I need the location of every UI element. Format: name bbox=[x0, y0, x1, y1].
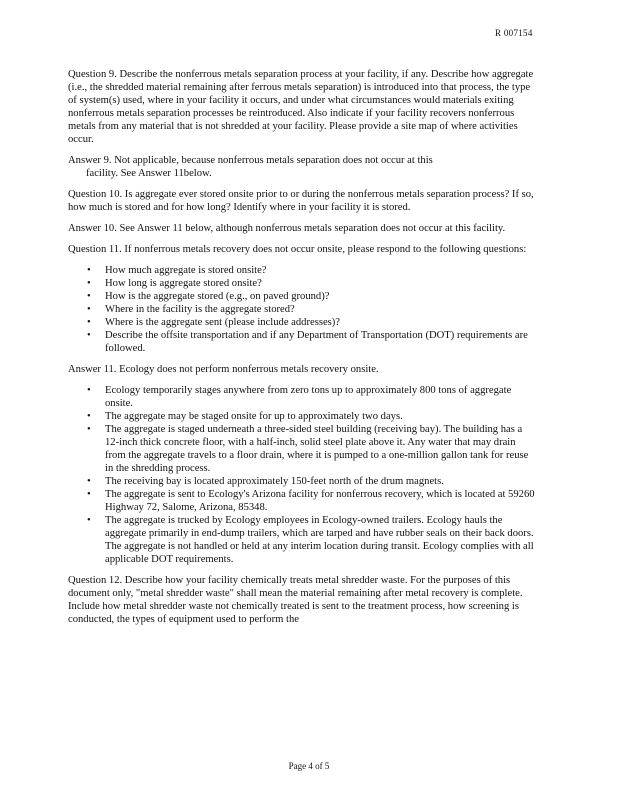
list-item: • The aggregate is sent to Ecology's Arizona facility for nonferrous recovery, which is located at 59260 Highway 72, Salome, Arizona, 85348. bbox=[68, 488, 538, 514]
question-11-list bbox=[68, 264, 538, 355]
list-item: • Ecology temporarily stages anywhere from zero tons up to approximately 800 tons of aggregate onsite. bbox=[68, 384, 538, 410]
question-11: Question 11. If nonferrous metals recovery does not occur onsite, please respond to the following questions: bbox=[68, 244, 527, 255]
answer-10: Answer 10. See Answer 11 below, although nonferrous metals separation does not occur at this facility. bbox=[68, 223, 506, 234]
list-item: • How long is aggregate stored onsite? bbox=[68, 277, 538, 290]
question-12: Question 12. Describe how your facility chemically treats metal shredder waste. For the purposes of this document only, "metal shredder waste" shall mean the material remaining after metal recovery is complete. Include how metal shredder waste not chemically treated is sent to the treatment process, how screening is conducted, the types of equipment used to perform the bbox=[68, 575, 523, 625]
list-item: • Where in the facility is the aggregate stored? bbox=[68, 303, 538, 316]
question-9: Question 9. Describe the nonferrous metals separation process at your facility, if any. Describe how aggregate (i.e., the shredded material remaining after ferrous metals separation) is introduced into that process, the type of system(s) used, where in your facility it occurs, and under what circumstances would materials exiting nonferrous metals separation processes be reintroduced. Also indicate if your facility recovers nonferrous metals from any material that is not shredded at your facility. Please provide a site map of where activities occur. bbox=[68, 69, 534, 145]
question-10: Question 10. Is aggregate ever stored onsite prior to or during the nonferrous metals separation process? If so, how much is stored and for how long? Identify where in your facility it is stored. bbox=[68, 189, 534, 213]
list-item: • The aggregate may be staged onsite for up to approximately two days. bbox=[68, 410, 538, 423]
list-item: • Describe the offsite transportation and if any Department of Transportation (DOT) requirements are followed. bbox=[68, 329, 538, 355]
page-number: Page 4 of 5 bbox=[288, 761, 330, 771]
list-item: • The aggregate is trucked by Ecology employees in Ecology-owned trailers. Ecology hauls the aggregate primarily in end-dump trailers, which are tarped and have rubber seals on their back doors. The aggregate is not handled or held at any interim location during transit. Ecology complies with all applicable DOT requirements. bbox=[68, 514, 538, 566]
document-body bbox=[68, 68, 538, 634]
list-item: • How is the aggregate stored (e.g., on paved ground)? bbox=[68, 290, 538, 303]
list-item: • The aggregate is staged underneath a three-sided steel building (receiving bay). The building has a 12-inch thick concrete floor, with a half-inch, solid steel plate above it. Any water that may drain from the aggregate travels to a floor drain, where it is pumped to a one-million gallon tank for reuse in the shredding process. bbox=[68, 423, 538, 475]
answer-11: Answer 11. Ecology does not perform nonferrous metals recovery onsite. bbox=[68, 364, 379, 375]
list-item: • Where is the aggregate sent (please include addresses)? bbox=[68, 316, 538, 329]
answer-9-line-2: facility. See Answer 11below. bbox=[86, 168, 212, 179]
bates-number: R 007154 bbox=[495, 28, 533, 38]
answer-9-line-1: Answer 9. Not applicable, because nonferrous metals separation does not occur at this bbox=[68, 155, 433, 166]
list-item: • The receiving bay is located approximately 150-feet north of the drum magnets. bbox=[68, 475, 538, 488]
answer-9 bbox=[68, 154, 538, 180]
answer-11-list bbox=[68, 384, 538, 566]
list-item: • How much aggregate is stored onsite? bbox=[68, 264, 538, 277]
